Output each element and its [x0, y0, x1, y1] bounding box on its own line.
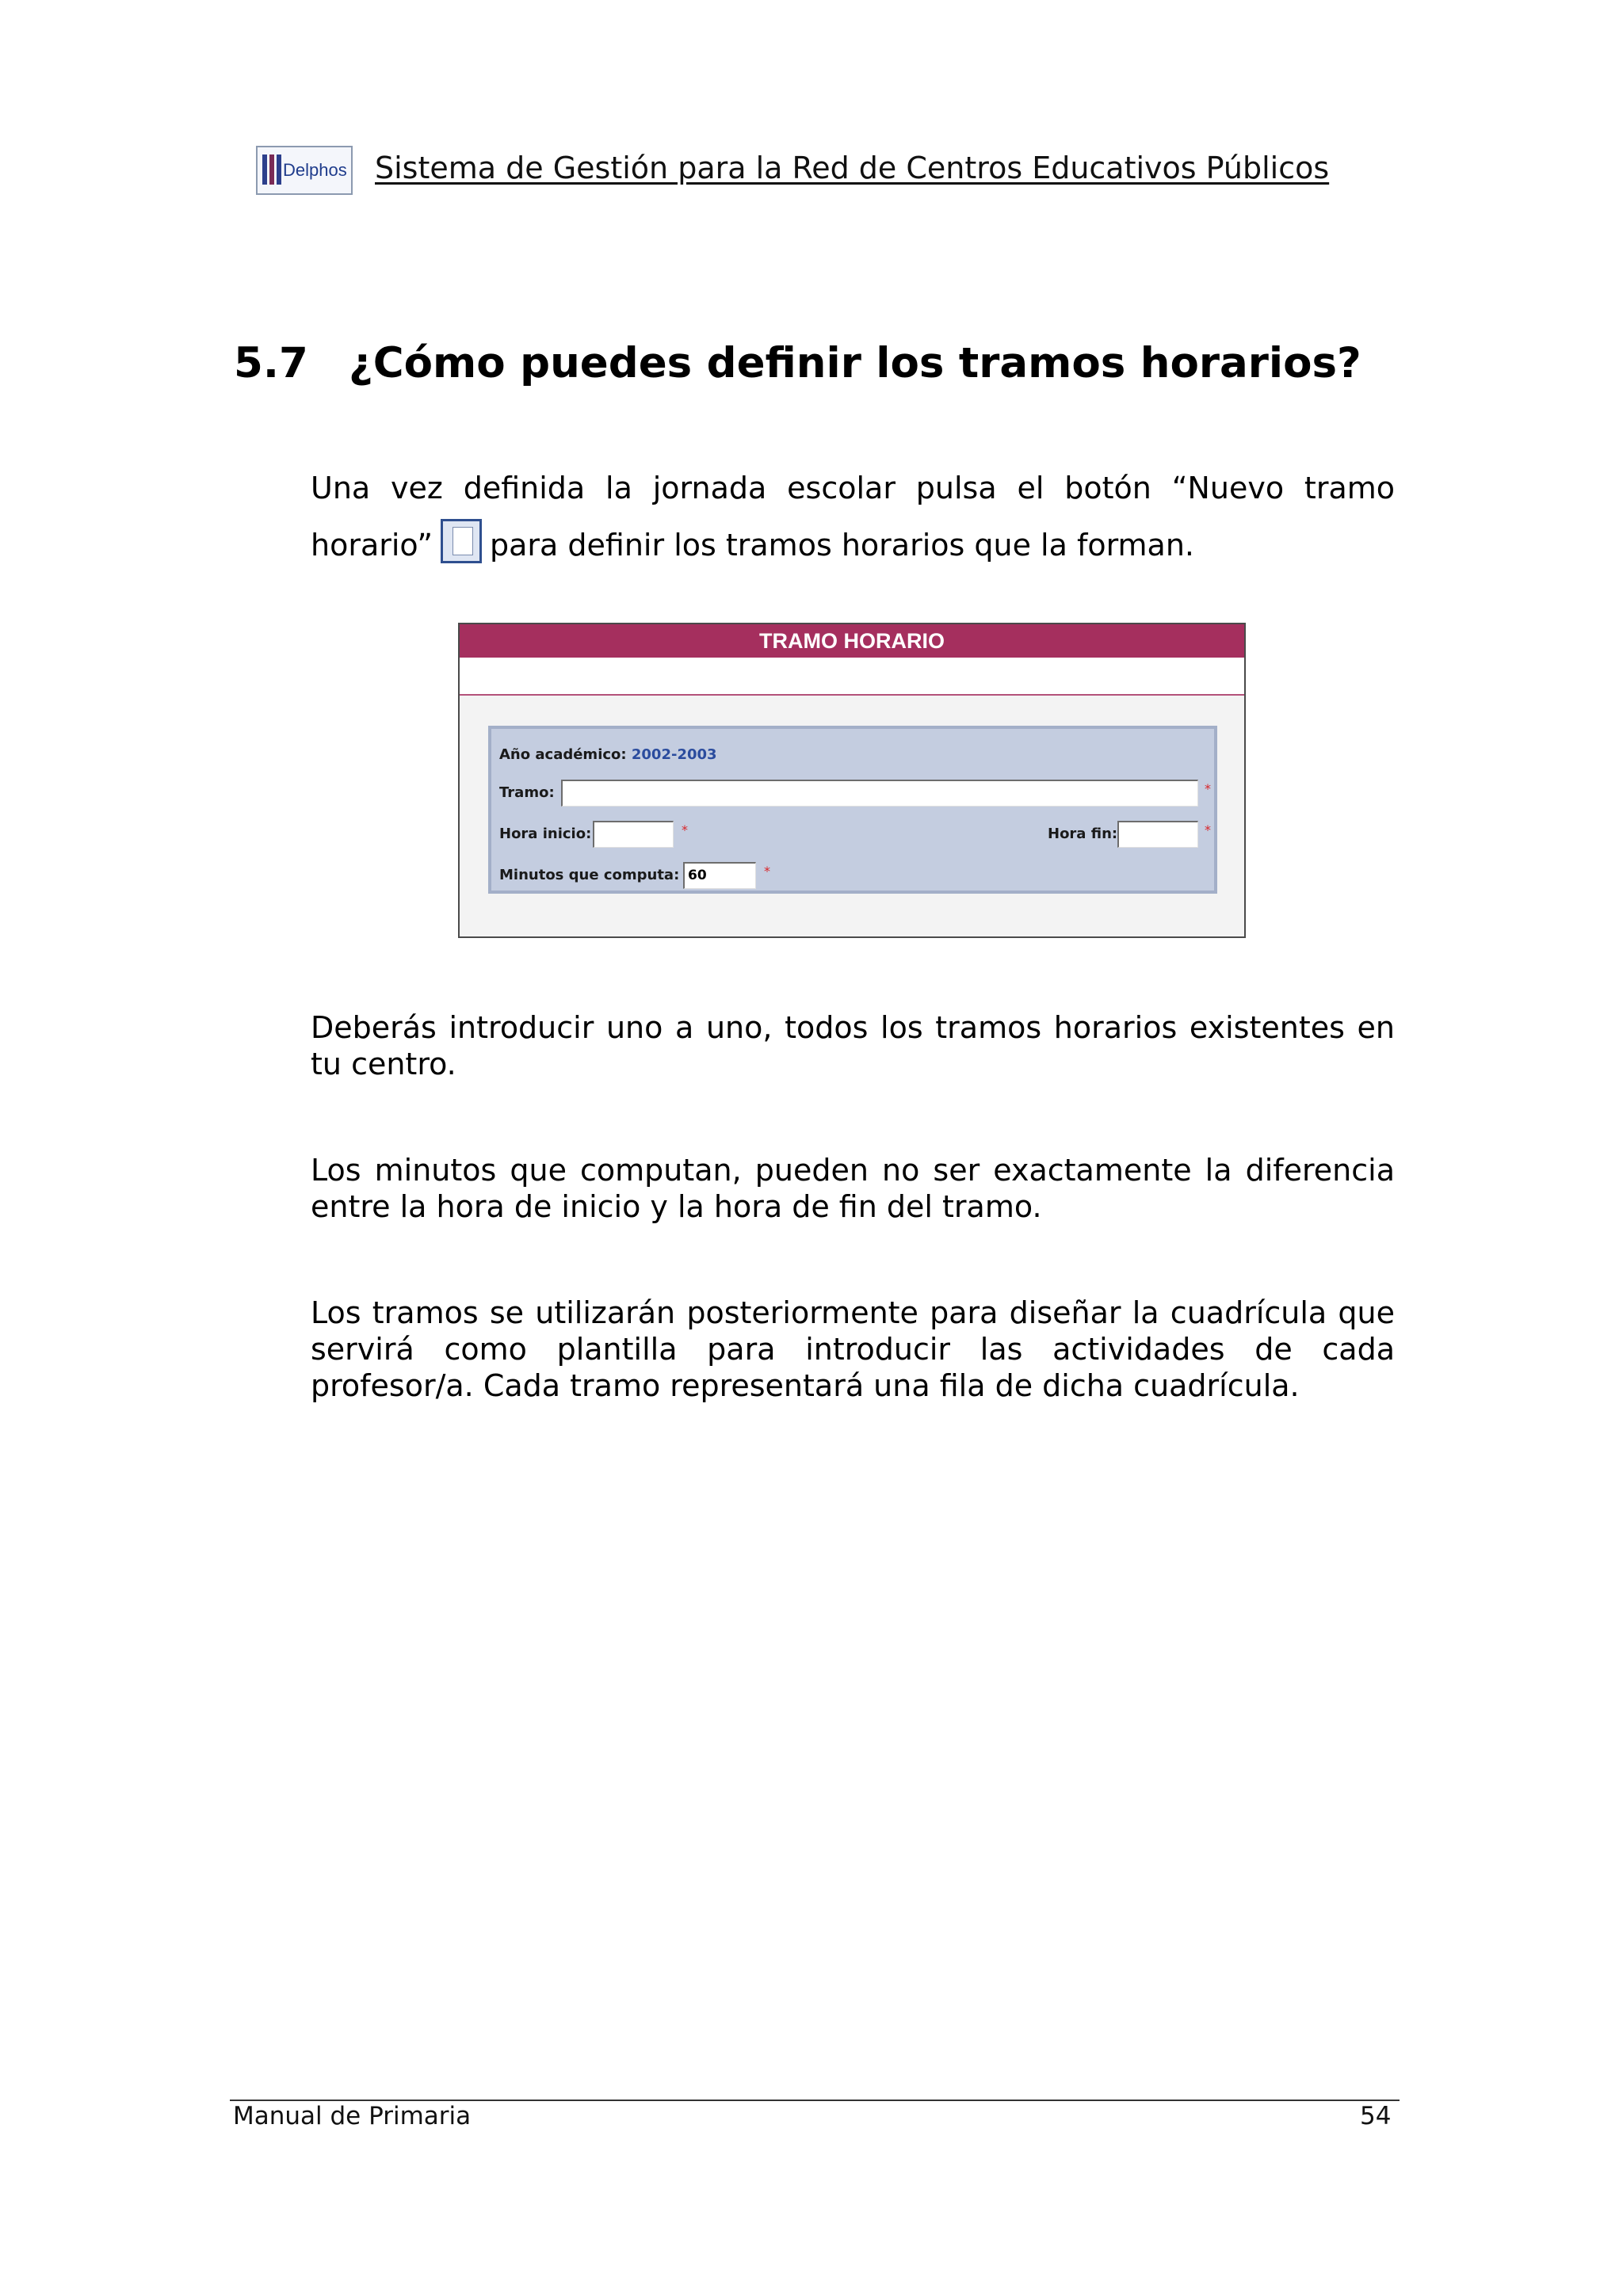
section-number: 5.7	[234, 339, 308, 387]
page-number: 54	[1360, 2102, 1392, 2130]
section-heading	[234, 339, 1361, 387]
academic-year-value: 2002-2003	[631, 746, 717, 763]
form-toolbar-strip	[460, 658, 1244, 696]
form-title: TRAMO HORARIO	[460, 624, 1244, 658]
paragraph: Deberás introducir uno a uno, todos los tramos horarios existentes en tu centro.	[311, 1010, 1395, 1081]
hora-fin-label: Hora fin:	[1048, 826, 1118, 842]
minutos-label: Minutos que computa:	[499, 867, 680, 883]
new-document-icon	[441, 519, 482, 563]
minutos-required-mark: *	[764, 864, 770, 879]
paragraph: Los minutos que computan, pueden no ser exactamente la diferencia entre la hora de inicio y la hora de fin del tramo.	[311, 1153, 1395, 1224]
minutos-input[interactable]: 60	[683, 862, 756, 889]
intro-text-before-icon: Una vez definida la jornada escolar pulsa el botón “Nuevo tramo horario”	[311, 471, 1395, 563]
delphos-logo	[256, 146, 353, 195]
hora-fin-input[interactable]	[1117, 821, 1198, 848]
intro-paragraph	[311, 460, 1395, 574]
header-title: Sistema de Gestión para la Red de Centros Educativos Públicos	[375, 151, 1330, 185]
tramo-label: Tramo:	[499, 784, 555, 801]
hora-inicio-required-mark: *	[682, 822, 688, 837]
academic-year-label: Año académico:	[499, 746, 627, 763]
tramo-horario-form	[458, 623, 1246, 938]
intro-text-after-icon: para definir los tramos horarios que la forman.	[490, 528, 1195, 563]
form-panel	[488, 726, 1217, 894]
paragraph: Los tramos se utilizarán posteriormente para diseñar la cuadrícula que servirá como plantilla para introducir las actividades de cada profesor/a. Cada tramo representará una fila de dicha cuadrícula.	[311, 1295, 1395, 1403]
page-header	[256, 143, 1381, 198]
tramo-input[interactable]	[561, 780, 1198, 807]
hora-inicio-label: Hora inicio:	[499, 826, 592, 842]
hora-fin-required-mark: *	[1205, 822, 1211, 837]
hora-inicio-input[interactable]	[593, 821, 674, 848]
footer-manual-title: Manual de Primaria	[233, 2102, 472, 2130]
section-title: ¿Cómo puedes definir los tramos horarios?	[349, 339, 1361, 387]
tramo-required-mark: *	[1205, 781, 1211, 796]
academic-year-row	[499, 746, 717, 763]
footer-divider	[230, 2100, 1400, 2101]
pillars-icon	[262, 154, 280, 185]
logo-text: Delphos	[283, 160, 347, 180]
